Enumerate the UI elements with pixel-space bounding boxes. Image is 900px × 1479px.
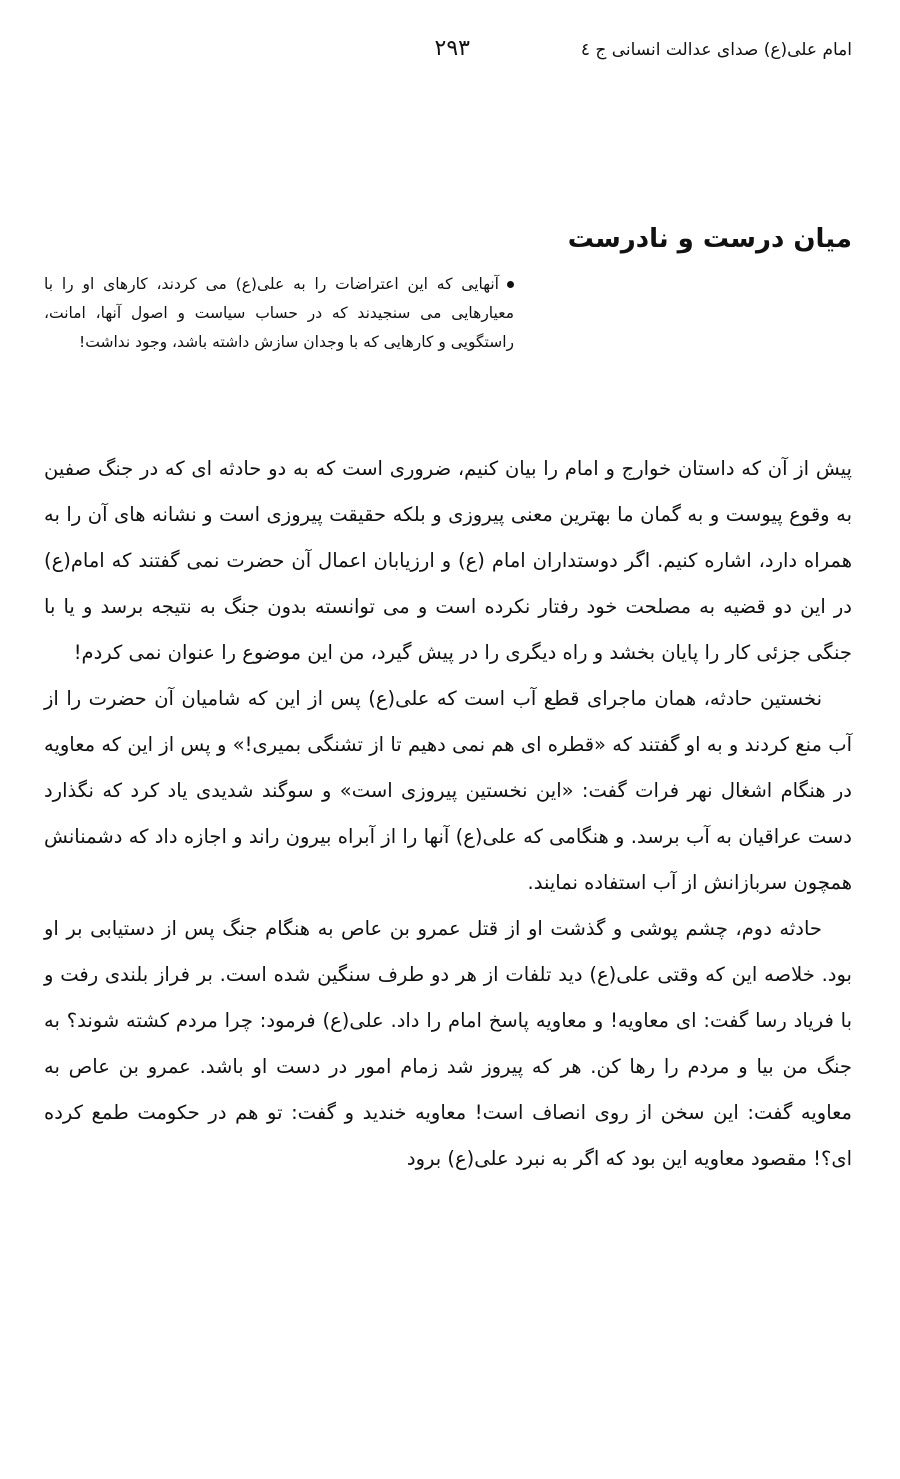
paragraph: نخستین حادثه، همان ماجرای قطع آب است که علی(ع) پس از این که شامیان آن حضرت را از آب منع کردند و به او گفتند که «قطره ای هم نمی دهیم تا از تشنگی بمیری!» و پس از این که معاویه در هنگام اشغال نهر فرات گفت: «این نخستین پیروزی است» و سوگند شدیدی یاد کرد که نگذارد دست عراقیان به آب برسد. و هنگامی که علی(ع) آنها را از آبراه بیرون راند و اجازه داد که دشمنانش همچون سربازانش از آب استفاده نمایند. [44, 687, 852, 894]
book-title: امام علی(ع) صدای عدالت انسانی ج ٤ [580, 40, 852, 60]
page-number: ۲۹۳ [434, 36, 470, 61]
paragraph: پیش از آن که داستان خوارج و امام را بیان کنیم، ضروری است که به دو حادثه ای که در جنگ صفین به وقوع پیوست و به گمان ما بهترین معنی پیروزی و بلکه حقیقت پیروزی است و نشانه های آن را به همراه دارد، اشاره کنیم. اگر دوستداران امام (ع) و ارزیابان اعمال آن حضرت نمی گفتند که امام(ع) در این دو قضیه به مصلحت خود رفتار نکرده است و می توانسته بدون جنگ به نتیجه برسد و یا با جنگی جزئی کار را پایان بخشد و راه دیگری را در پیش گیرد، من این موضوع را عنوان نمی کردم! [44, 457, 852, 664]
sidebar-note [44, 270, 514, 357]
bullet-icon [507, 281, 514, 288]
paragraph: حادثه دوم، چشم پوشی و گذشت او از قتل عمرو بن عاص به هنگام جنگ پس از دستیابی بر او بود. خلاصه این که وقتی علی(ع) دید تلفات از هر دو طرف سنگین شده است. بر فراز بلندی رفت و با فریاد رسا گفت: ای معاویه! و معاویه پاسخ امام را داد. علی(ع) فرمود: چرا مردم کشته شوند؟ به جنگ من بیا و مردم را رها کن. هر که پیروز شد زمام امور در دست او باشد. عمرو بن عاص به معاویه گفت: این سخن از روی انصاف است! معاویه خندید و گفت: تو هم در حکومت طمع کرده ای؟! مقصود معاویه این بود که اگر به نبرد علی(ع) برود [44, 917, 852, 1170]
running-header [40, 36, 852, 70]
body-text [44, 446, 852, 1182]
section-heading: میان درست و نادرست [567, 224, 852, 254]
sidebar-note-text: آنهایی که این اعتراضات را به علی(ع) می کردند، کارهای او را با معیارهایی می سنجیدند که در حساب سیاست و اصول آنها، امانت، راستگویی و کارهایی که با وجدان سازش داشته باشد، وجود نداشت! [44, 275, 514, 351]
